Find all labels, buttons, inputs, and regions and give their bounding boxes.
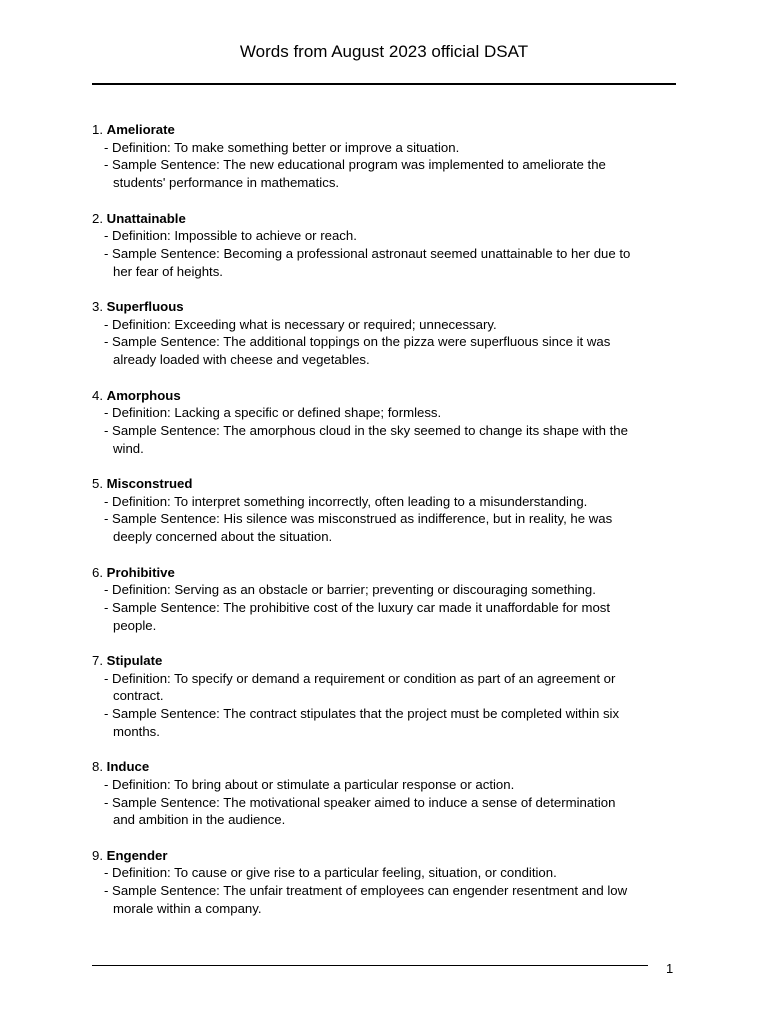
- word-heading: [92, 387, 692, 405]
- definition-line: [104, 864, 692, 882]
- word-entry: [92, 210, 692, 281]
- word-number: 7.: [92, 653, 103, 668]
- word-heading: [92, 847, 692, 865]
- sample-sentence-line: [104, 705, 692, 740]
- word-entry: [92, 298, 692, 369]
- word-entry: [92, 758, 692, 829]
- line-continuation: contract.: [113, 688, 164, 704]
- line-text: - Definition: To bring about or stimulate a particular response or action.: [104, 776, 515, 792]
- sample-sentence-line: [104, 599, 692, 634]
- line-text: - Sample Sentence: The prohibitive cost of the luxury car made it unaffordable for most: [104, 599, 611, 615]
- word-number: 3.: [92, 299, 103, 314]
- word-heading: [92, 564, 692, 582]
- definition-line: [104, 493, 692, 511]
- line-text: - Sample Sentence: The motivational speaker aimed to induce a sense of determination: [104, 794, 616, 810]
- line-text: - Sample Sentence: The contract stipulates that the project must be completed within six: [104, 706, 620, 722]
- line-continuation: and ambition in the audience.: [113, 812, 286, 828]
- line-text: - Sample Sentence: The unfair treatment of employees can engender resentment and low: [104, 883, 628, 899]
- word-term: Superfluous: [106, 299, 184, 314]
- word-heading: [92, 652, 692, 670]
- word-entry: [92, 847, 692, 918]
- definition-line: [104, 581, 692, 599]
- word-term: Engender: [106, 847, 168, 863]
- line-continuation: wind.: [113, 440, 144, 456]
- line-text: - Definition: Exceeding what is necessary or required; unnecessary.: [104, 316, 497, 332]
- page-title: Words from August 2023 official DSAT: [239, 42, 529, 61]
- sample-sentence-line: [104, 794, 692, 829]
- line-text: - Definition: To specify or demand a requirement or condition as part of an agreement or: [104, 670, 616, 686]
- word-term: Misconstrued: [106, 476, 193, 491]
- word-list: [92, 121, 692, 935]
- definition-line: [104, 139, 692, 157]
- line-text: - Sample Sentence: The additional toppings on the pizza were superfluous since it was: [104, 334, 611, 350]
- word-entry: [92, 387, 692, 458]
- word-entry: [92, 652, 692, 741]
- line-text: - Definition: Lacking a specific or defined shape; formless.: [104, 405, 442, 421]
- word-entry: [92, 564, 692, 635]
- line-text: - Definition: Serving as an obstacle or barrier; preventing or discouraging something.: [104, 582, 596, 598]
- line-text: - Definition: To cause or give rise to a particular feeling, situation, or condition.: [104, 865, 557, 881]
- sample-sentence-line: [104, 422, 692, 457]
- word-number: 6.: [92, 564, 103, 580]
- title-divider: [92, 83, 676, 85]
- word-entry: [92, 121, 692, 192]
- line-continuation: deeply concerned about the situation.: [113, 529, 333, 545]
- word-number: 8.: [92, 759, 103, 775]
- word-term: Prohibitive: [106, 564, 175, 580]
- line-text: - Sample Sentence: Becoming a professional astronaut seemed unattainable to her due to: [104, 245, 631, 261]
- word-number: 9.: [92, 847, 103, 863]
- line-text: - Definition: To interpret something incorrectly, often leading to a misunderstanding.: [104, 493, 588, 509]
- definition-line: [104, 776, 692, 794]
- line-text: - Sample Sentence: The new educational program was implemented to ameliorate the: [104, 157, 606, 173]
- page-number: 1: [666, 961, 674, 976]
- definition-line: [104, 316, 692, 334]
- line-text: - Definition: Impossible to achieve or reach.: [104, 228, 357, 244]
- line-continuation: already loaded with cheese and vegetables.: [113, 352, 370, 368]
- word-heading: [92, 758, 692, 776]
- line-continuation: months.: [113, 723, 160, 739]
- word-heading: [92, 121, 692, 139]
- line-continuation: her fear of heights.: [113, 263, 223, 279]
- sample-sentence-line: [104, 882, 692, 917]
- sample-sentence-line: [104, 510, 692, 545]
- word-term: Unattainable: [106, 210, 186, 226]
- word-term: Induce: [106, 759, 150, 775]
- word-heading: [92, 210, 692, 228]
- footer-divider: [92, 965, 648, 966]
- line-text: - Definition: To make something better or improve a situation.: [104, 139, 460, 155]
- line-text: - Sample Sentence: His silence was misconstrued as indifference, but in reality, he was: [104, 511, 613, 527]
- word-number: 1.: [92, 122, 103, 137]
- sample-sentence-line: [104, 156, 692, 191]
- line-text: - Sample Sentence: The amorphous cloud in the sky seemed to change its shape with the: [104, 422, 628, 438]
- sample-sentence-line: [104, 333, 692, 368]
- word-term: Ameliorate: [106, 122, 175, 137]
- word-heading: [92, 475, 692, 493]
- word-heading: [92, 298, 692, 316]
- definition-line: [104, 404, 692, 422]
- word-term: Stipulate: [106, 653, 163, 668]
- line-continuation: people.: [113, 617, 157, 633]
- line-continuation: morale within a company.: [113, 900, 262, 916]
- word-term: Amorphous: [106, 387, 181, 403]
- word-number: 4.: [92, 387, 103, 403]
- word-entry: [92, 475, 692, 546]
- sample-sentence-line: [104, 245, 692, 280]
- word-number: 5.: [92, 476, 103, 491]
- definition-line: [104, 670, 692, 705]
- word-number: 2.: [92, 210, 103, 226]
- line-continuation: students' performance in mathematics.: [113, 175, 340, 191]
- definition-line: [104, 227, 692, 245]
